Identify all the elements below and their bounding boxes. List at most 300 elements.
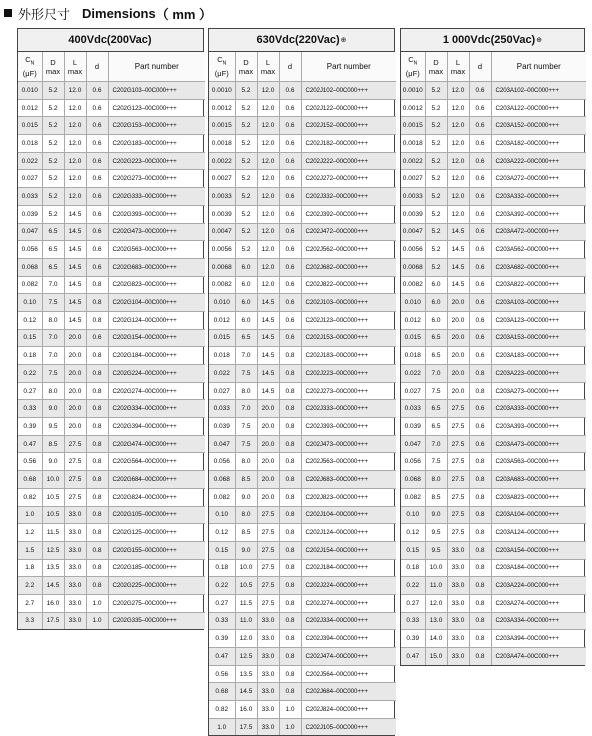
cell-d: 0.8 [469,524,491,542]
table-row [18,135,205,153]
cell-d-max: 8.5 [235,524,257,542]
table-row [209,524,396,542]
cell-l-max: 14.5 [257,294,279,312]
cell-d-max: 8.0 [42,311,64,329]
cell-d-max: 6.0 [425,294,447,312]
cell-l-max: 20.0 [64,382,86,400]
cell-d: 0.8 [469,365,491,383]
cell-l-max: 33.0 [257,665,279,683]
cell-d: 0.8 [279,630,301,648]
cell-part-number: C202J472–00C000+++ [301,223,396,241]
cell-d-max: 17.5 [42,612,64,629]
title-chinese: 外形尺寸 [18,7,71,23]
cell-l-max: 33.0 [64,559,86,577]
cell-d-max: 7.5 [42,294,64,312]
cell-cn: 0.22 [209,577,235,595]
cell-d-max: 7.5 [425,382,447,400]
cell-l-max: 33.0 [447,612,469,630]
table-row [18,205,205,223]
dimensions-grid [401,52,586,665]
table-row [209,152,396,170]
cell-part-number: C203A562–00C000+++ [491,241,586,259]
cell-d: 0.6 [469,418,491,436]
cell-cn: 0.0039 [401,205,425,223]
cell-part-number: C202G823–00C000+++ [108,276,205,294]
cell-part-number: C202G275–00C000+++ [108,594,205,612]
cell-d-max: 12.5 [42,541,64,559]
cell-l-max: 14.5 [257,311,279,329]
column-header-d: d [86,52,108,82]
table-row [209,400,396,418]
table-row [18,435,205,453]
cell-d-max: 9.5 [425,541,447,559]
cell-cn: 0.0010 [209,82,235,100]
table-row [209,559,396,577]
cell-d-max: 10.5 [42,506,64,524]
cell-d-max: 14.5 [42,577,64,595]
cell-d: 0.6 [469,117,491,135]
cell-l-max: 12.0 [257,152,279,170]
cell-cn: 0.12 [18,311,42,329]
voltage-rating: 630Vdc(220Vac) [256,34,340,46]
cell-l-max: 14.5 [64,276,86,294]
column-header-row [209,52,396,82]
cell-d-max: 7.0 [42,329,64,347]
cell-d: 0.8 [86,577,108,595]
cell-d-max: 6.0 [425,311,447,329]
cell-cn: 0.047 [209,435,235,453]
cell-d-max: 5.2 [235,117,257,135]
cell-d: 0.6 [279,205,301,223]
cell-part-number: C202G184–00C000+++ [108,347,205,365]
cell-d: 0.8 [279,648,301,666]
cell-part-number: C202G124–00C000+++ [108,311,205,329]
cell-d-max: 7.5 [235,418,257,436]
cell-d: 1.0 [279,718,301,735]
cell-d-max: 6.0 [235,258,257,276]
cell-cn: 0.56 [209,665,235,683]
cell-d-max: 8.0 [425,471,447,489]
table-row [18,152,205,170]
cell-l-max: 27.5 [64,488,86,506]
cell-cn: 0.0012 [401,99,425,117]
table-row [18,418,205,436]
cell-cn: 0.056 [401,453,425,471]
cell-cn: 1.0 [209,718,235,735]
cell-l-max: 27.5 [64,435,86,453]
cell-part-number: C203A153–00C000+++ [491,329,586,347]
cell-d-max: 6.0 [235,294,257,312]
cell-cn: 0.018 [209,347,235,365]
cell-d: 0.8 [279,382,301,400]
cell-d-max: 5.2 [235,99,257,117]
cell-part-number: C202J184–00C000+++ [301,559,396,577]
cell-d: 0.8 [86,276,108,294]
table-row [18,577,205,595]
cell-d: 0.8 [469,541,491,559]
dimensions-table-400vdc [17,28,204,630]
cell-d: 0.6 [469,347,491,365]
cell-d: 0.6 [469,99,491,117]
table-row [209,188,396,206]
cell-d: 0.8 [279,365,301,383]
cell-cn: 0.082 [209,488,235,506]
safety-mark-icon: ⊕ [536,37,543,44]
cell-l-max: 14.5 [447,241,469,259]
cell-d: 0.8 [469,559,491,577]
cell-d: 0.6 [469,276,491,294]
cell-d-max: 9.5 [425,524,447,542]
cell-part-number: C203A333–00C000+++ [491,400,586,418]
cell-d-max: 6.0 [425,276,447,294]
cell-part-number: C202J824–00C000+++ [301,701,396,719]
table-row [209,435,396,453]
cell-l-max: 20.0 [447,294,469,312]
cell-cn: 0.0027 [209,170,235,188]
dimensions-table-630vdc [208,28,395,736]
cell-cn: 0.0022 [401,152,425,170]
cell-l-max: 12.0 [64,188,86,206]
cell-l-max: 20.0 [447,365,469,383]
cell-l-max: 20.0 [257,435,279,453]
cell-cn: 0.0068 [209,258,235,276]
cell-l-max: 14.5 [257,365,279,383]
cell-d: 0.8 [279,665,301,683]
table-row [401,471,586,489]
cell-d: 0.6 [469,135,491,153]
table-row [18,612,205,629]
cell-part-number: C202J103–00C000+++ [301,294,396,312]
cell-d-max: 7.5 [425,453,447,471]
cell-part-number: C203A123–00C000+++ [491,311,586,329]
cell-cn: 0.068 [401,471,425,489]
cell-l-max: 12.0 [257,82,279,100]
cell-l-max: 12.0 [447,205,469,223]
cell-d-max: 17.5 [235,718,257,735]
cell-d: 0.6 [469,188,491,206]
column-header-l-max [64,52,86,82]
column-header-l-max-qualifier: max [450,66,466,76]
cell-d-max: 5.2 [235,170,257,188]
table-row [401,329,586,347]
cell-cn: 0.33 [209,612,235,630]
table-row [401,382,586,400]
cell-l-max: 33.0 [447,577,469,595]
table-row [209,683,396,701]
cell-cn: 0.39 [18,418,42,436]
cell-cn: 0.68 [18,471,42,489]
cell-cn: 0.12 [209,524,235,542]
cell-l-max: 27.5 [447,488,469,506]
column-header-d-max-symbol: D [243,57,249,67]
cell-l-max: 33.0 [447,559,469,577]
cell-d-max: 8.5 [425,488,447,506]
cell-d: 0.8 [279,347,301,365]
cell-d-max: 6.5 [425,418,447,436]
cell-d: 0.6 [469,205,491,223]
table-row [401,117,586,135]
table-row [401,241,586,259]
cell-cn: 0.15 [209,541,235,559]
cell-d: 0.6 [469,223,491,241]
cell-cn: 0.068 [209,471,235,489]
cell-l-max: 12.0 [447,135,469,153]
cell-part-number: C203A182–00C000+++ [491,135,586,153]
cell-l-max: 27.5 [257,524,279,542]
cell-l-max: 33.0 [64,506,86,524]
cell-d-max: 10.0 [425,559,447,577]
cell-l-max: 33.0 [257,683,279,701]
cell-d-max: 5.2 [42,188,64,206]
cell-part-number: C202J152–00C000+++ [301,117,396,135]
cell-cn: 1.2 [18,524,42,542]
table-row [18,594,205,612]
table-row [18,311,205,329]
cell-cn: 0.18 [18,347,42,365]
table-row [18,117,205,135]
cell-part-number: C202G154–00C000+++ [108,329,205,347]
cell-d-max: 11.5 [235,594,257,612]
cell-d: 0.8 [469,594,491,612]
cell-l-max: 20.0 [64,418,86,436]
cell-d: 0.8 [86,488,108,506]
cell-l-max: 20.0 [257,400,279,418]
cell-l-max: 14.5 [447,276,469,294]
cell-d: 0.8 [469,648,491,665]
table-row [209,311,396,329]
table-row [401,223,586,241]
table-row [209,205,396,223]
cell-cn: 0.0033 [401,188,425,206]
cell-part-number: C202J473–00C000+++ [301,435,396,453]
cell-d-max: 10.5 [235,577,257,595]
cell-cn: 0.027 [209,382,235,400]
cell-part-number: C202J182–00C000+++ [301,135,396,153]
cell-cn: 0.082 [18,276,42,294]
column-header-d-max-qualifier: max [428,66,444,76]
cell-d: 0.6 [86,117,108,135]
cell-d-max: 5.2 [425,135,447,153]
cell-d-max: 12.0 [425,594,447,612]
table-row [209,365,396,383]
cell-d-max: 7.0 [235,347,257,365]
cell-d: 0.6 [279,329,301,347]
column-header-cn [401,52,425,82]
cell-d: 0.8 [279,435,301,453]
cell-d-max: 5.2 [235,241,257,259]
cell-l-max: 14.5 [257,347,279,365]
cell-l-max: 33.0 [257,648,279,666]
cell-cn: 0.015 [18,117,42,135]
cell-l-max: 33.0 [447,541,469,559]
cell-part-number: C202G564–00C000+++ [108,453,205,471]
cell-part-number: C203A183–00C000+++ [491,347,586,365]
cell-cn: 0.010 [209,294,235,312]
cell-l-max: 33.0 [257,701,279,719]
cell-l-max: 14.5 [64,223,86,241]
table-row [401,630,586,648]
column-header-d-max-qualifier: max [238,66,254,76]
cell-cn: 0.0018 [401,135,425,153]
cell-d-max: 5.2 [42,82,64,100]
cell-part-number: C202G224–00C000+++ [108,365,205,383]
cell-d-max: 11.0 [235,612,257,630]
cell-d: 0.8 [86,435,108,453]
cell-d: 0.8 [469,506,491,524]
cell-l-max: 12.0 [257,205,279,223]
cell-d: 0.6 [86,329,108,347]
table-row [401,400,586,418]
cell-part-number: C203A332–00C000+++ [491,188,586,206]
cell-d: 0.8 [279,594,301,612]
cell-cn: 1.8 [18,559,42,577]
cn-subscript: N [30,60,35,67]
cell-d-max: 9.0 [42,400,64,418]
table-row [401,82,586,100]
cell-d-max: 8.0 [42,382,64,400]
table-row [401,435,586,453]
table-row [401,294,586,312]
cell-d: 0.8 [279,541,301,559]
cell-d: 0.8 [279,506,301,524]
cell-cn: 0.47 [209,648,235,666]
table-row [18,400,205,418]
cell-l-max: 20.0 [64,329,86,347]
column-header-cn [209,52,235,82]
cell-l-max: 12.0 [447,188,469,206]
cell-d-max: 5.2 [42,152,64,170]
cell-d-max: 5.2 [425,223,447,241]
cell-d: 0.6 [279,188,301,206]
cell-d-max: 5.2 [235,135,257,153]
cell-cn: 0.010 [401,294,425,312]
cell-part-number: C203A682–00C000+++ [491,258,586,276]
cell-part-number: C203A474–00C000+++ [491,648,586,665]
table-row [209,294,396,312]
column-header-part-number: Part number [491,52,586,82]
cell-part-number: C203A102–00C000+++ [491,82,586,100]
cell-d-max: 5.2 [235,152,257,170]
cell-d-max: 7.0 [42,347,64,365]
cn-symbol: C [25,55,31,65]
cell-d: 0.6 [469,294,491,312]
cell-l-max: 33.0 [64,612,86,629]
cell-l-max: 33.0 [64,577,86,595]
cell-part-number: C202G155–00C000+++ [108,541,205,559]
cell-cn: 0.47 [18,435,42,453]
cell-d: 0.8 [279,577,301,595]
column-header-row [18,52,205,82]
cell-cn: 0.027 [401,382,425,400]
table-row [401,99,586,117]
cell-part-number: C203A124–00C000+++ [491,524,586,542]
column-header-l-max-qualifier: max [260,66,276,76]
cell-cn: 0.0047 [401,223,425,241]
cell-d: 0.8 [469,630,491,648]
cell-part-number: C202G225–00C000+++ [108,577,205,595]
cell-part-number: C202G273–00C000+++ [108,170,205,188]
voltage-rating: 400Vdc(200Vac) [68,34,152,46]
cell-d: 0.6 [86,82,108,100]
cell-l-max: 12.0 [257,276,279,294]
cell-d: 0.6 [469,329,491,347]
cell-part-number: C203A392–00C000+++ [491,205,586,223]
table-row [18,294,205,312]
cell-cn: 0.056 [209,453,235,471]
cell-d: 0.6 [279,117,301,135]
cell-d: 0.8 [279,471,301,489]
cell-d-max: 13.5 [235,665,257,683]
cell-l-max: 33.0 [64,594,86,612]
cell-l-max: 12.0 [257,223,279,241]
cell-cn: 0.39 [209,630,235,648]
cell-cn: 0.033 [18,188,42,206]
cell-l-max: 14.5 [64,294,86,312]
cell-cn: 0.039 [18,205,42,223]
cell-d-max: 12.5 [235,648,257,666]
cell-cn: 0.56 [18,453,42,471]
cell-cn: 0.047 [18,223,42,241]
cell-d: 0.6 [469,311,491,329]
cell-l-max: 27.5 [447,418,469,436]
cell-l-max: 27.5 [257,577,279,595]
cell-l-max: 20.0 [257,488,279,506]
table-row [209,258,396,276]
cell-l-max: 33.0 [447,648,469,665]
cell-d: 0.8 [86,400,108,418]
voltage-rating: 1 000Vdc(250Vac) [442,34,536,46]
cell-part-number: C203A683–00C000+++ [491,471,586,489]
cell-cn: 0.018 [18,135,42,153]
cell-part-number: C202J273–00C000+++ [301,382,396,400]
cell-d-max: 5.2 [425,241,447,259]
cell-cn: 0.0082 [209,276,235,294]
table-row [18,241,205,259]
table-row [401,188,586,206]
cell-cn: 0.012 [209,311,235,329]
cell-cn: 0.022 [18,152,42,170]
cell-d-max: 16.0 [235,701,257,719]
cell-d-max: 11.0 [425,577,447,595]
table-row [18,506,205,524]
cn-unit: (μF) [22,68,37,78]
cell-part-number: C203A272–00C000+++ [491,170,586,188]
table-row [401,612,586,630]
cell-cn: 0.039 [401,418,425,436]
cell-d: 0.6 [279,276,301,294]
cell-cn: 0.47 [401,648,425,665]
cell-l-max: 33.0 [257,612,279,630]
table-row [18,488,205,506]
table-row [18,329,205,347]
table-row [401,577,586,595]
cell-d-max: 5.2 [235,223,257,241]
cell-part-number: C202G104–00C000+++ [108,294,205,312]
cell-l-max: 27.5 [64,471,86,489]
cell-cn: 0.27 [209,594,235,612]
cell-l-max: 20.0 [447,347,469,365]
cell-d: 0.6 [86,170,108,188]
table-row [18,365,205,383]
cell-l-max: 33.0 [64,541,86,559]
cell-cn: 0.33 [18,400,42,418]
cell-l-max: 12.0 [257,135,279,153]
cell-part-number: C202J102–00C000+++ [301,82,396,100]
cn-symbol: C [217,55,223,65]
cell-d: 0.6 [469,152,491,170]
cell-d-max: 16.0 [42,594,64,612]
cell-l-max: 20.0 [64,365,86,383]
